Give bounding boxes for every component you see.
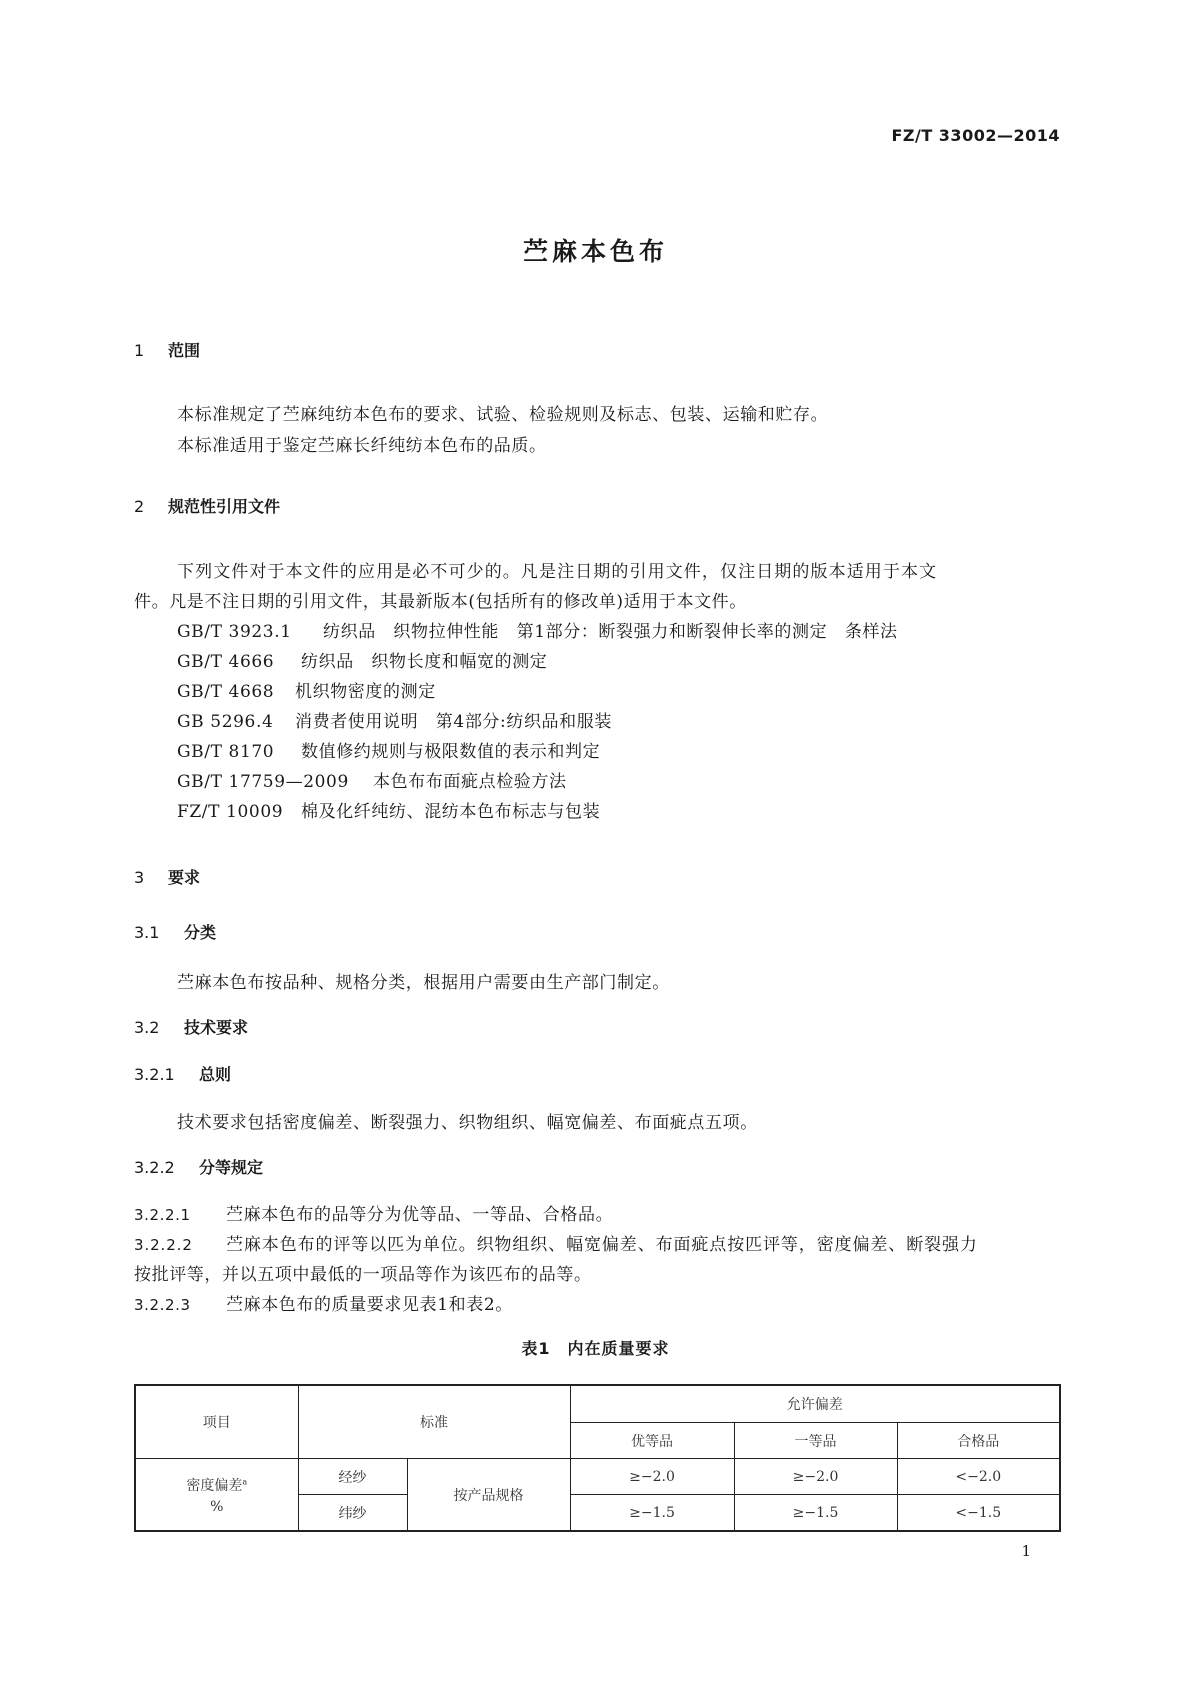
paragraph: 下列文件对于本文件的应用是必不可少的。凡是注日期的引用文件，仅注日期的版本适用于本文 [177,562,938,582]
reference-code: FZ/T 10009 [177,802,284,822]
document-title: 苎麻本色布 [522,237,668,266]
subsection-heading-technical-requirements [134,1015,248,1038]
clause-text: 苎麻本色布的品等分为优等品、一等品、合格品。 [226,1205,614,1225]
footnote-marker: a [242,1476,248,1486]
table-row [135,1459,1060,1495]
reference-title: 纺织品 织物长度和幅宽的测定 [301,652,548,672]
reference-item [177,797,600,822]
subsection-heading-classification [134,920,216,943]
cell-superior: ≥−1.5 [570,1495,734,1532]
reference-item [177,707,612,732]
table-title: 表1 内在质量要求 [521,1339,670,1358]
header-standard: 标准 [298,1385,570,1459]
reference-code: GB/T 3923.1 [177,622,292,642]
reference-item [177,677,436,702]
header-superior: 优等品 [570,1423,734,1459]
row-item-label: 密度偏差 [186,1477,243,1494]
header-tolerance: 允许偏差 [570,1385,1060,1423]
paragraph: 本标准适用于鉴定苎麻长纤纯纺本色布的品质。 [177,436,547,456]
section-title: 要求 [168,868,201,887]
standard-code: FZ/T 33002—2014 [891,126,1060,145]
header-qualified: 合格品 [897,1423,1060,1459]
header-item: 项目 [135,1385,298,1459]
clause-number: 3.2.2.1 [134,1206,191,1224]
cell-first: ≥−2.0 [734,1459,897,1495]
reference-item [177,617,898,642]
row-sub-label: 纬纱 [298,1495,407,1532]
header-first: 一等品 [734,1423,897,1459]
row-item-unit: % [210,1498,224,1515]
section-title: 规范性引用文件 [168,497,281,516]
section-heading-requirements [134,865,200,888]
section-number: 3.2.1 [134,1065,175,1084]
section-title: 总则 [199,1065,232,1084]
section-title: 范围 [168,341,201,360]
clause-text: 苎麻本色布的质量要求见表1和表2。 [226,1295,513,1315]
section-number: 3.1 [134,923,160,942]
clause [134,1200,613,1225]
reference-code: GB 5296.4 [177,712,274,732]
clause-continuation: 按批评等，并以五项中最低的一项品等作为该匹布的品等。 [134,1265,592,1285]
cell-first: ≥−1.5 [734,1495,897,1532]
reference-title: 消费者使用说明 第4部分:纺织品和服装 [295,712,612,732]
section-title: 分等规定 [199,1158,264,1177]
cell-superior: ≥−2.0 [570,1459,734,1495]
clause-number: 3.2.2.2 [134,1236,193,1254]
section-heading-scope [134,338,200,361]
paragraph: 件。凡是不注日期的引用文件，其最新版本(包括所有的修改单)适用于本文件。 [134,592,747,612]
reference-item [177,737,600,762]
table-header-row [135,1385,1060,1423]
clause [134,1230,978,1255]
reference-code: GB/T 4668 [177,682,275,702]
section-number: 2 [134,497,145,516]
reference-code: GB/T 4666 [177,652,275,672]
reference-code: GB/T 8170 [177,742,275,762]
reference-title: 本色布布面疵点检验方法 [373,772,567,792]
paragraph: 苎麻本色布按品种、规格分类，根据用户需要由生产部门制定。 [177,973,670,993]
reference-item [177,767,567,792]
cell-qualified: <−2.0 [897,1459,1060,1495]
reference-title: 棉及化纤纯纺、混纺本色布标志与包装 [301,802,601,822]
reference-code: GB/T 17759—2009 [177,772,349,792]
reference-item [177,647,547,672]
page-number: 1 [1021,1542,1031,1560]
section-heading-normative-references [134,494,280,517]
row-sub-label: 经纱 [298,1459,407,1495]
section-number: 3.2.2 [134,1158,175,1177]
reference-title: 机织物密度的测定 [295,682,436,702]
section-title: 技术要求 [184,1018,249,1037]
clause [134,1290,513,1315]
paragraph: 本标准规定了苎麻纯纺本色布的要求、试验、检验规则及标志、包装、运输和贮存。 [177,405,829,425]
section-number: 1 [134,341,145,360]
section-number: 3.2 [134,1018,160,1037]
subsection-heading-grading [134,1155,263,1178]
row-item-cell [135,1459,298,1532]
cell-qualified: <−1.5 [897,1495,1060,1532]
clause-number: 3.2.2.3 [134,1296,191,1314]
standard-value: 按产品规格 [407,1459,570,1532]
section-number: 3 [134,868,145,887]
reference-title: 纺织品 织物拉伸性能 第1部分：断裂强力和断裂伸长率的测定 条样法 [323,622,898,642]
paragraph: 技术要求包括密度偏差、断裂强力、织物组织、幅宽偏差、布面疵点五项。 [177,1113,758,1133]
reference-title: 数值修约规则与极限数值的表示和判定 [301,742,601,762]
clause-text: 苎麻本色布的评等以匹为单位。织物组织、幅宽偏差、布面疵点按匹评等，密度偏差、断裂强力 [226,1235,978,1255]
section-title: 分类 [184,923,217,942]
quality-requirements-table [134,1384,1061,1532]
subsection-heading-general [134,1062,231,1085]
